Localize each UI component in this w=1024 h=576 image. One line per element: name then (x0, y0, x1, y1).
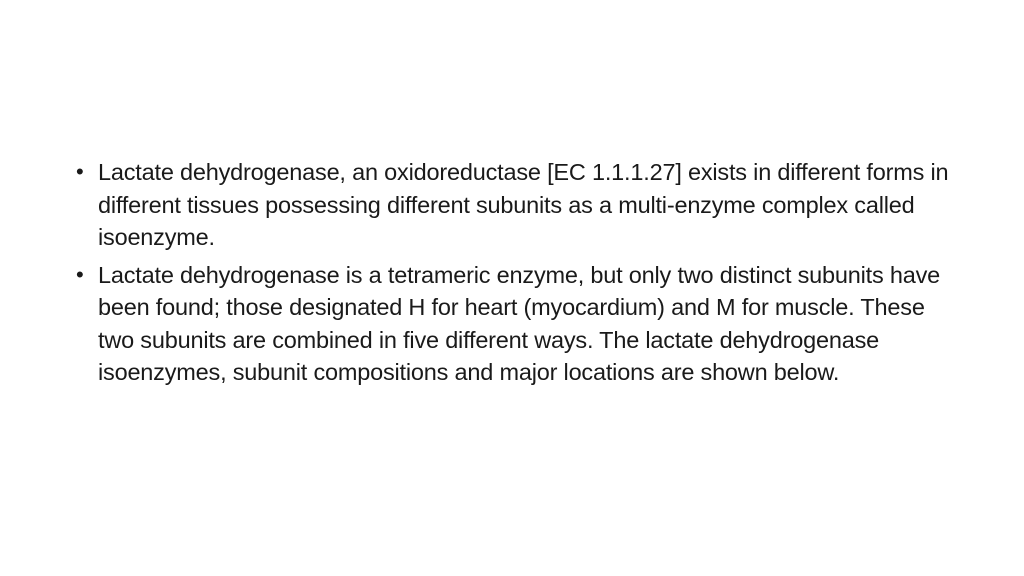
bullet-item (72, 156, 952, 254)
slide-body (72, 156, 952, 394)
bullet-item (72, 259, 952, 389)
bullet-marker: • (76, 159, 84, 184)
bullet-list (72, 156, 952, 389)
bullet-text: Lactate dehydrogenase is a tetrameric enzyme, but only two distinct subunits have been found; those designated H for heart (myocardium) and M for muscle. These two subunits are combined in five different ways. The lactate dehydrogenase isoenzymes, subunit compositions and major locations are shown below. (98, 261, 941, 385)
bullet-text: Lactate dehydrogenase, an oxidoreductase [EC 1.1.1.27] exists in different forms in different tissues possessing different subunits as a multi-enzyme complex called isoenzyme. (98, 159, 949, 250)
bullet-marker: • (76, 261, 84, 287)
